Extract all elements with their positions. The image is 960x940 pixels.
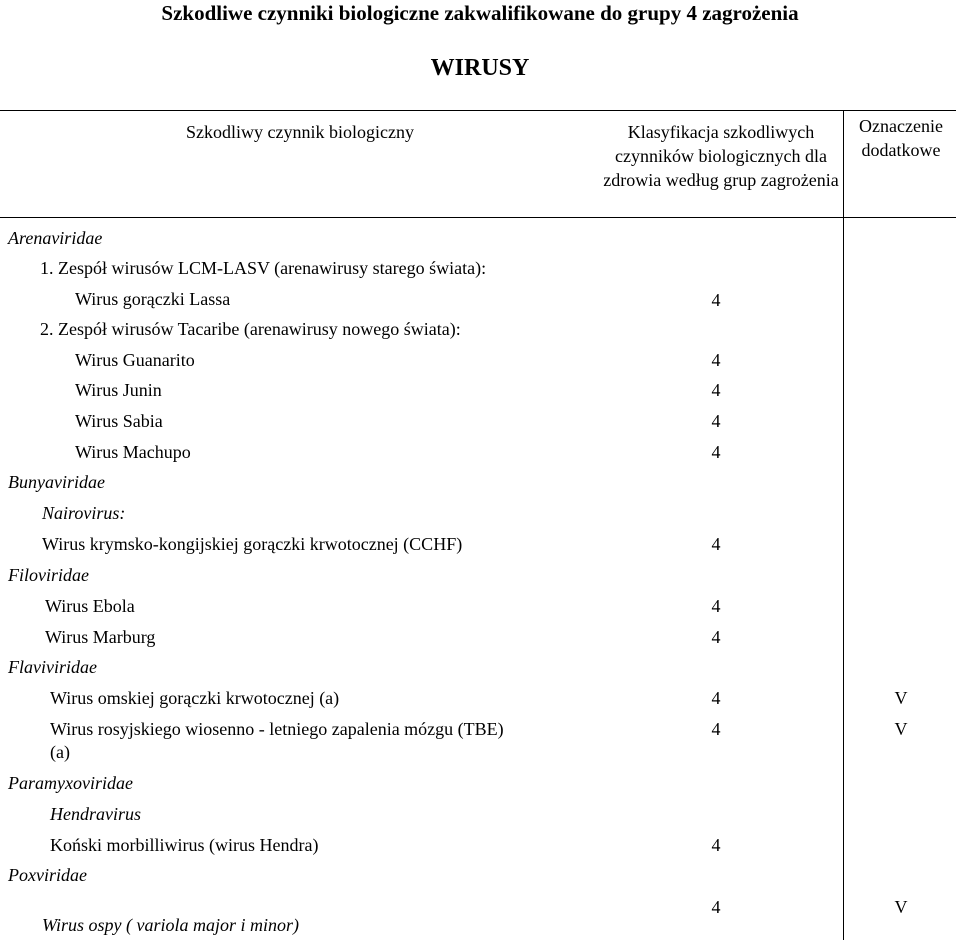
classification-hendra: 4 [711, 835, 721, 855]
classification-ebola: 4 [711, 596, 721, 616]
column-divider-additional [843, 110, 844, 940]
agent-marburg: Wirus Marburg [45, 627, 156, 647]
classification-omsk: 4 [711, 688, 721, 708]
agent-variola: Wirus ospy ( variola major i minor) [42, 915, 300, 935]
agent-guanarito: Wirus Guanarito [75, 350, 195, 370]
family-filoviridae: Filoviridae [8, 565, 89, 585]
classification-sabia: 4 [711, 411, 721, 431]
additional-mark-tbe: V [894, 719, 908, 739]
classification-variola: 4 [711, 897, 721, 917]
classification-tbe: 4 [711, 719, 721, 739]
header-bottom-border [0, 217, 956, 218]
family-poxviridae: Poxviridae [8, 865, 87, 885]
header-additional-text: Oznaczenie dodatkowe [859, 116, 943, 160]
classification-machupo: 4 [711, 442, 721, 462]
family-bunyaviridae: Bunyaviridae [8, 472, 105, 492]
header-agent: Szkodliwy czynnik biologiczny [186, 122, 414, 142]
classification-cchf: 4 [711, 534, 721, 554]
additional-mark-omsk: V [894, 688, 908, 708]
additional-mark-variola: V [894, 897, 908, 917]
group-tacaribe: 2. Zespół wirusów Tacaribe (arenawirusy nowego świata): [40, 319, 461, 339]
header-top-border [0, 110, 956, 111]
agent-hendra: Koński morbilliwirus (wirus Hendra) [50, 835, 319, 855]
classification-guanarito: 4 [711, 350, 721, 370]
header-classification-text: Klasyfikacja szkodliwych czynników biologicznych dla zdrowia według grup zagrożenia [603, 122, 839, 190]
family-arenaviridae: Arenaviridae [8, 228, 103, 248]
classification-lassa: 4 [711, 290, 721, 310]
header-additional [846, 114, 956, 162]
agent-sabia: Wirus Sabia [75, 411, 163, 431]
genus-nairovirus: Nairovirus: [42, 503, 126, 523]
agent-tbe: Wirus rosyjskiego wiosenno - letniego zapalenia mózgu (TBE) [50, 719, 504, 739]
agent-lassa: Wirus gorączki Lassa [75, 289, 231, 309]
group-lcm-lasv: 1. Zespół wirusów LCM-LASV (arenawirusy starego świata): [40, 258, 487, 278]
family-flaviviridae: Flaviviridae [8, 657, 97, 677]
agent-omsk: Wirus omskiej gorączki krwotocznej (a) [50, 688, 340, 708]
genus-hendravirus: Hendravirus [50, 804, 141, 824]
classification-marburg: 4 [711, 627, 721, 647]
agent-cchf: Wirus krymsko-kongijskiej gorączki krwotocznej (CCHF) [42, 534, 463, 554]
agent-ebola: Wirus Ebola [45, 596, 135, 616]
classification-junin: 4 [711, 380, 721, 400]
agent-machupo: Wirus Machupo [75, 442, 191, 462]
section-title: WIRUSY [430, 55, 530, 81]
document-title: Szkodliwe czynniki biologiczne zakwalifikowane do grupy 4 zagrożenia [161, 1, 799, 25]
header-classification [596, 120, 846, 192]
family-paramyxoviridae: Paramyxoviridae [8, 773, 133, 793]
agent-junin: Wirus Junin [75, 380, 162, 400]
agent-tbe-line2: (a) [50, 742, 70, 762]
